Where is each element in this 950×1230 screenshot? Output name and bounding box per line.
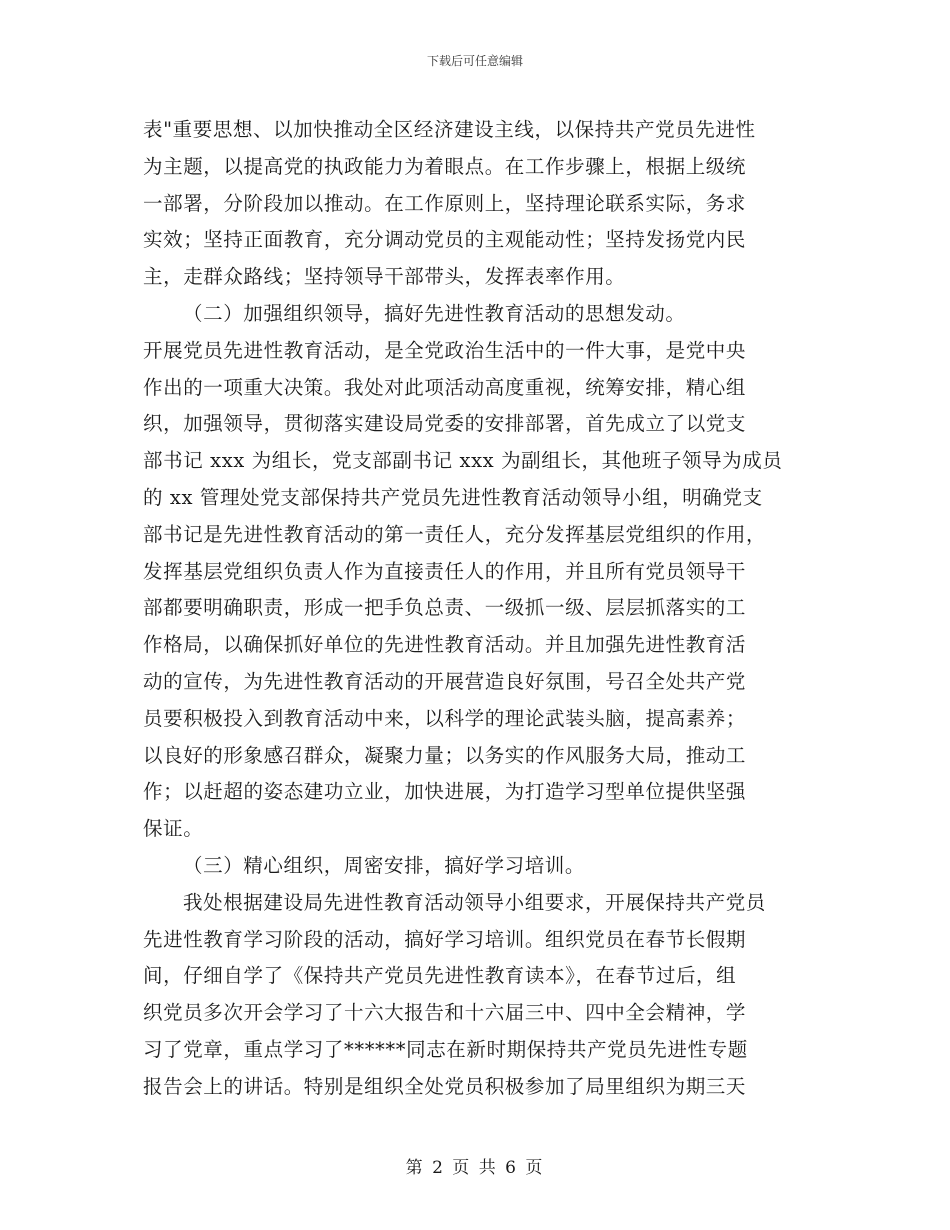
text-line: 以良好的形象感召群众，凝聚力量；以务实的作风服务大局，推动工 — [143, 743, 747, 767]
text-line: 员要积极投入到教育活动中来，以科学的理论武装头脑，提高素养； — [143, 706, 747, 730]
text-line: 表"重要思想、以加快推动全区经济建设主线，以保持共产党员先进性 — [143, 118, 756, 141]
text-line: 部书记 xxx 为组长，党支部副书记 xxx 为副组长，其他班子领导为成员 — [143, 449, 783, 473]
text-line: 发挥基层党组织负责人作为直接责任人的作用，并且所有党员领导干 — [143, 559, 747, 583]
text-line: 间，仔细自学了《保持共产党员先进性教育读本》，在春节过后，组 — [143, 964, 737, 988]
text-line: 作；以赶超的姿态建功立业，加快进展，为打造学习型单位提供坚强 — [143, 780, 747, 804]
text-line: 作格局，以确保抓好单位的先进性教育活动。并且加强先进性教育活 — [143, 633, 747, 657]
document-body — [143, 112, 808, 1106]
text-line: （二）加强组织领导，搞好先进性教育活动的思想发动。 — [183, 301, 686, 325]
text-line: 一部署，分阶段加以推动。在工作原则上，坚持理论联系实际，务求 — [143, 191, 747, 215]
text-line: 织，加强领导，贯彻落实建设局党委的安排部署，首先成立了以党支 — [143, 412, 747, 436]
text-line: 实效；坚持正面教育，充分调动党员的主观能动性；坚持发扬党内民 — [143, 228, 747, 252]
text-line: 动的宣传，为先进性教育活动的开展营造良好氛围，号召全处共产党 — [143, 669, 747, 693]
text-line: 开展党员先进性教育活动，是全党政治生活中的一件大事，是党中央 — [143, 338, 747, 362]
text-line: 部都要明确职责，形成一把手负总责、一级抓一级、层层抓落实的工 — [143, 596, 747, 620]
text-line: 先进性教育学习阶段的活动，搞好学习培训。组织党员在春节长假期 — [143, 927, 747, 951]
text-line: （三）精心组织，周密安排，搞好学习培训。 — [183, 853, 586, 877]
text-line: 保证。 — [143, 817, 204, 841]
text-line: 习了党章，重点学习了******同志在新时期保持共产党员先进性专题 — [143, 1037, 748, 1061]
text-line: 的 xx 管理处党支部保持共产党员先进性教育活动领导小组，明确党支 — [143, 485, 763, 509]
page-footer: 第 2 页 共 6 页 — [405, 1158, 545, 1178]
text-line: 为主题，以提高党的执政能力为着眼点。在工作步骤上，根据上级统 — [143, 154, 747, 178]
text-line: 作出的一项重大决策。我处对此项活动高度重视，统筹安排，精心组 — [143, 375, 747, 399]
text-line: 主，走群众路线；坚持领导干部带头，发挥表率作用。 — [143, 265, 626, 289]
text-line: 织党员多次开会学习了十六大报告和十六届三中、四中全会精神，学 — [143, 1001, 747, 1025]
text-line: 报告会上的讲话。特别是组织全处党员积极参加了局里组织为期三天 — [143, 1074, 747, 1098]
page-header: 下载后可任意编辑 — [426, 54, 523, 68]
text-line: 我处根据建设局先进性教育活动领导小组要求，开展保持共产党员 — [183, 890, 766, 914]
text-line: 部书记是先进性教育活动的第一责任人，充分发挥基层党组织的作用， — [143, 522, 767, 546]
